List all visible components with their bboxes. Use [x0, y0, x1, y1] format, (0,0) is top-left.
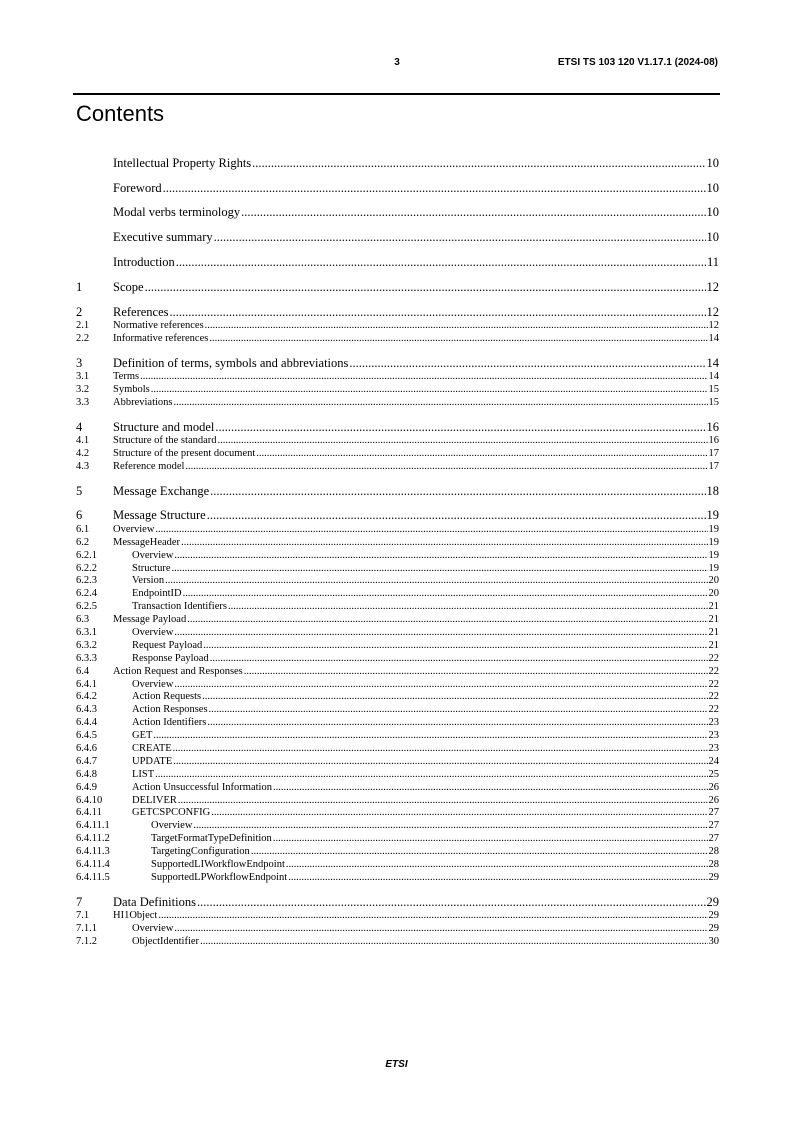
toc-leader-dots: [181, 537, 707, 550]
toc-entry-page: 25: [708, 768, 719, 780]
toc-entry-page: 19: [708, 536, 719, 548]
toc-entry-page: 21: [708, 614, 719, 626]
toc-entry-number: 6.4: [76, 665, 90, 677]
toc-leader-dots: [273, 833, 708, 846]
toc-entry[interactable]: [76, 859, 719, 872]
toc-entry-number: 1: [76, 279, 83, 294]
toc-entry-number: 7.1: [76, 910, 90, 922]
toc-entry-page: 26: [708, 794, 719, 806]
toc-entry-title[interactable]: SupportedLPWorkflowEndpoint: [151, 871, 288, 883]
toc-entry-title[interactable]: SupportedLIWorkflowEndpoint: [151, 859, 285, 871]
toc-leader-dots: [187, 614, 707, 627]
toc-leader-dots: [174, 397, 708, 410]
toc-entry-page: 19: [708, 562, 719, 574]
toc-entry[interactable]: [76, 910, 719, 923]
toc-entry-page: 16: [708, 435, 719, 447]
toc-entry[interactable]: [76, 588, 719, 601]
toc-entry[interactable]: [76, 563, 719, 576]
toc-entry[interactable]: [76, 653, 719, 666]
toc-entry-number: 6.3.1: [76, 627, 97, 639]
toc-entry-page: 14: [708, 371, 719, 383]
toc-entry-number: 7: [76, 894, 83, 909]
toc-entry[interactable]: [76, 575, 719, 588]
toc-entry-title[interactable]: Structure: [132, 562, 171, 574]
toc-leader-dots: [207, 508, 706, 523]
toc-entry-title[interactable]: MessageHeader: [113, 536, 181, 548]
toc-entry-title[interactable]: Definition of terms, symbols and abbreviations: [113, 355, 349, 370]
toc-entry-title[interactable]: HI1Object: [113, 910, 158, 922]
toc-entry-page: 11: [706, 254, 719, 269]
toc-entry-number: 5: [76, 483, 83, 498]
toc-entry-number: 6.4.10: [76, 794, 103, 806]
toc-entry[interactable]: [76, 691, 719, 704]
toc-entry[interactable]: [76, 846, 719, 859]
toc-entry-number: 3.2: [76, 384, 90, 396]
toc-entry[interactable]: [76, 205, 719, 220]
toc-entry-page: 21: [708, 601, 719, 613]
toc-entry-number: 6.4.6: [76, 743, 97, 755]
toc-leader-dots: [165, 575, 707, 588]
toc-entry-number: 6.4.11.2: [76, 833, 110, 845]
toc-leader-dots: [211, 807, 707, 820]
toc-leader-dots: [210, 484, 705, 499]
toc-entry-number: 6.3: [76, 614, 90, 626]
footer-etsi: ETSI: [385, 1059, 408, 1070]
toc-entry-title[interactable]: CREATE: [132, 743, 172, 755]
toc-entry[interactable]: [76, 807, 719, 820]
toc-entry[interactable]: [76, 255, 719, 270]
toc-entry-title[interactable]: Informative references: [113, 332, 209, 344]
toc-entry-title[interactable]: Action Request and Responses: [113, 665, 243, 677]
toc-entry-number: 4.2: [76, 448, 90, 460]
toc-leader-dots: [174, 627, 707, 640]
toc-leader-dots: [140, 371, 707, 384]
toc-entry-title[interactable]: TargetingConfiguration: [151, 846, 250, 858]
toc-entry-page: 28: [708, 859, 719, 871]
toc-entry-title[interactable]: Modal verbs terminology: [113, 205, 241, 220]
toc-entry-title[interactable]: Action Responses: [132, 704, 208, 716]
toc-entry-number: 7.1.1: [76, 923, 97, 935]
toc-entry[interactable]: [76, 782, 719, 795]
toc-entry-number: 2: [76, 304, 83, 319]
toc-entry[interactable]: [76, 743, 719, 756]
toc-entry-page: 22: [708, 691, 719, 703]
toc-leader-dots: [207, 717, 707, 730]
toc-entry-page: 20: [708, 588, 719, 600]
toc-leader-dots: [174, 679, 707, 692]
toc-entry-number: 6.4.1: [76, 678, 97, 690]
toc-entry[interactable]: [76, 371, 719, 384]
toc-entry-page: 12: [706, 304, 719, 319]
toc-entry-page: 12: [706, 279, 719, 294]
toc-leader-dots: [210, 653, 708, 666]
toc-entry[interactable]: [76, 508, 719, 523]
toc-leader-dots: [203, 640, 707, 653]
toc-leader-dots: [151, 384, 708, 397]
toc-entry-number: 6.4.5: [76, 730, 97, 742]
toc-entry-title[interactable]: Structure of the present document: [113, 448, 256, 460]
toc-entry[interactable]: [76, 524, 719, 537]
toc-entry-page: 17: [708, 460, 719, 472]
toc-entry-page: 14: [706, 355, 719, 370]
toc-entry-title[interactable]: Overview: [132, 678, 174, 690]
toc-entry[interactable]: [76, 550, 719, 563]
toc-entry-page: 29: [708, 910, 719, 922]
toc-entry-page: 19: [708, 523, 719, 535]
toc-entry-title[interactable]: Reference model: [113, 460, 185, 472]
toc-entry-title[interactable]: Data Definitions: [113, 894, 196, 909]
toc-entry[interactable]: [76, 704, 719, 717]
toc-entry[interactable]: [76, 795, 719, 808]
toc-entry-title[interactable]: Overview: [132, 923, 174, 935]
toc-entry-page: 10: [706, 180, 719, 195]
toc-leader-dots: [218, 435, 708, 448]
toc-entry-number: 3.3: [76, 396, 90, 408]
toc-entry-title[interactable]: TargetFormatTypeDefinition: [151, 833, 272, 845]
toc-leader-dots: [286, 859, 708, 872]
toc-leader-dots: [176, 255, 706, 270]
toc-entry-page: 10: [706, 155, 719, 170]
toc-entry-title[interactable]: ObjectIdentifier: [132, 935, 200, 947]
toc-leader-dots: [170, 305, 706, 320]
toc-leader-dots: [200, 936, 707, 949]
toc-entry-number: 6.2.1: [76, 549, 97, 561]
toc-entry-page: 22: [708, 665, 719, 677]
toc-entry-title[interactable]: Introduction: [113, 254, 175, 269]
toc-entry-title[interactable]: GET: [132, 730, 153, 742]
toc-entry-title[interactable]: Terms: [113, 371, 140, 383]
toc-entry-title[interactable]: Structure and model: [113, 419, 215, 434]
toc-entry[interactable]: [76, 756, 719, 769]
toc-entry-page: 27: [708, 820, 719, 832]
toc-entry-title[interactable]: DELIVER: [132, 794, 177, 806]
toc-entry-page: 23: [708, 730, 719, 742]
toc-entry-page: 21: [708, 639, 719, 651]
toc-entry-title[interactable]: Transaction Identifiers: [132, 601, 227, 613]
page-number: 3: [394, 57, 400, 68]
toc-leader-dots: [174, 923, 707, 936]
toc-entry-number: 6.4.11.4: [76, 859, 110, 871]
toc-entry-number: 4.1: [76, 435, 90, 447]
toc-entry[interactable]: [76, 820, 719, 833]
toc-entry[interactable]: [76, 320, 719, 333]
toc-entry-number: 6.4.11.1: [76, 820, 110, 832]
toc-entry-page: 23: [708, 717, 719, 729]
toc-entry[interactable]: [76, 833, 719, 846]
toc-entry-number: 6: [76, 508, 83, 523]
toc-entry-page: 22: [708, 652, 719, 664]
toc-entry-number: 3.1: [76, 371, 90, 383]
table-of-contents: [76, 146, 719, 949]
toc-entry-page: 15: [708, 384, 719, 396]
toc-leader-dots: [256, 448, 707, 461]
toc-entry-page: 29: [708, 923, 719, 935]
toc-leader-dots: [197, 895, 706, 910]
toc-entry-number: 2.2: [76, 332, 90, 344]
toc-entry[interactable]: [76, 397, 719, 410]
toc-leader-dots: [178, 795, 708, 808]
toc-entry[interactable]: [76, 679, 719, 692]
toc-entry-title[interactable]: LIST: [132, 768, 155, 780]
toc-entry-page: 10: [706, 230, 719, 245]
toc-leader-dots: [288, 872, 707, 885]
toc-entry-title[interactable]: Overview: [113, 523, 155, 535]
toc-entry[interactable]: [76, 448, 719, 461]
toc-entry-page: 27: [708, 833, 719, 845]
toc-entry[interactable]: [76, 640, 719, 653]
toc-entry-number: 6.4.4: [76, 717, 97, 729]
toc-entry-title[interactable]: Message Payload: [113, 614, 187, 626]
toc-entry-title[interactable]: Intellectual Property Rights: [113, 155, 252, 170]
toc-entry-number: 6.4.11.5: [76, 871, 110, 883]
page-title: Contents: [76, 101, 165, 126]
toc-entry[interactable]: [76, 872, 719, 885]
toc-entry-page: 29: [708, 871, 719, 883]
toc-entry-title[interactable]: Message Structure: [113, 508, 206, 523]
toc-entry-page: 30: [708, 935, 719, 947]
toc-entry-page: 27: [708, 807, 719, 819]
toc-entry-number: 4: [76, 419, 83, 434]
toc-entry-number: 6.2.3: [76, 575, 97, 587]
toc-entry-number: 6.4.3: [76, 704, 97, 716]
toc-entry-page: 22: [708, 704, 719, 716]
toc-entry-title[interactable]: GETCSPCONFIG: [132, 807, 211, 819]
toc-entry-title[interactable]: Version: [132, 575, 165, 587]
toc-entry-page: 28: [708, 846, 719, 858]
toc-leader-dots: [173, 743, 708, 756]
toc-leader-dots: [252, 156, 705, 171]
toc-entry-page: 19: [706, 508, 719, 523]
toc-entry[interactable]: [76, 923, 719, 936]
toc-entry-title[interactable]: Structure of the standard: [113, 435, 217, 447]
toc-leader-dots: [214, 230, 706, 245]
toc-entry[interactable]: [76, 305, 719, 320]
toc-entry[interactable]: [76, 230, 719, 245]
toc-entry-page: 19: [708, 549, 719, 561]
toc-entry-title[interactable]: References: [113, 304, 169, 319]
toc-leader-dots: [209, 333, 707, 346]
toc-leader-dots: [185, 461, 707, 474]
toc-entry[interactable]: [76, 614, 719, 627]
toc-leader-dots: [241, 205, 705, 220]
toc-leader-dots: [349, 356, 705, 371]
toc-leader-dots: [173, 756, 707, 769]
toc-entry-title[interactable]: Request Payload: [132, 639, 203, 651]
toc-entry-title[interactable]: Action Requests: [132, 691, 202, 703]
toc-entry[interactable]: [76, 333, 719, 346]
toc-entry-number: 6.4.7: [76, 755, 97, 767]
toc-leader-dots: [215, 420, 705, 435]
toc-entry-number: 3: [76, 355, 83, 370]
toc-entry[interactable]: [76, 537, 719, 550]
toc-entry-page: 22: [708, 678, 719, 690]
toc-leader-dots: [145, 280, 706, 295]
toc-leader-dots: [209, 704, 708, 717]
toc-leader-dots: [202, 691, 707, 704]
toc-leader-dots: [158, 910, 707, 923]
toc-entry[interactable]: [76, 384, 719, 397]
toc-entry[interactable]: [76, 461, 719, 474]
toc-leader-dots: [155, 524, 707, 537]
toc-entry[interactable]: [76, 420, 719, 435]
toc-leader-dots: [155, 769, 707, 782]
toc-entry-title[interactable]: Symbols: [113, 384, 150, 396]
toc-entry-page: 12: [708, 320, 719, 332]
toc-leader-dots: [205, 320, 708, 333]
toc-entry-title[interactable]: Scope: [113, 279, 144, 294]
toc-entry-title[interactable]: Abbreviations: [113, 396, 173, 408]
toc-entry[interactable]: [76, 666, 719, 679]
toc-entry[interactable]: [76, 601, 719, 614]
document-id: ETSI TS 103 120 V1.17.1 (2024-08): [557, 57, 718, 68]
toc-entry[interactable]: [76, 435, 719, 448]
toc-leader-dots: [172, 563, 708, 576]
toc-entry[interactable]: [76, 280, 719, 295]
toc-entry-page: 24: [708, 755, 719, 767]
toc-leader-dots: [251, 846, 708, 859]
toc-entry-page: 15: [708, 396, 719, 408]
toc-entry-page: 16: [706, 419, 719, 434]
header-divider: [73, 93, 720, 95]
toc-entry[interactable]: [76, 484, 719, 499]
toc-leader-dots: [153, 730, 707, 743]
toc-entry[interactable]: [76, 936, 719, 949]
toc-entry-page: 14: [708, 332, 719, 344]
toc-entry-number: 7.1.2: [76, 935, 97, 947]
toc-entry-page: 20: [708, 575, 719, 587]
toc-entry-title[interactable]: Action Identifiers: [132, 717, 207, 729]
toc-entry-page: 18: [706, 483, 719, 498]
toc-entry-title[interactable]: Executive summary: [113, 230, 213, 245]
toc-entry[interactable]: [76, 356, 719, 371]
toc-entry-page: 26: [708, 781, 719, 793]
toc-entry-number: 6.4.11.3: [76, 846, 110, 858]
toc-entry[interactable]: [76, 769, 719, 782]
toc-entry-page: 10: [706, 205, 719, 220]
toc-entry-title[interactable]: Response Payload: [132, 652, 209, 664]
toc-entry[interactable]: [76, 895, 719, 910]
toc-entry[interactable]: [76, 627, 719, 640]
toc-entry-title[interactable]: Normative references: [113, 320, 204, 332]
toc-entry-number: 6.2: [76, 536, 90, 548]
toc-entry[interactable]: [76, 156, 719, 171]
toc-entry-title[interactable]: Message Exchange: [113, 483, 210, 498]
toc-entry-title[interactable]: Overview: [132, 549, 174, 561]
toc-leader-dots: [174, 550, 707, 563]
toc-entry-page: 29: [706, 894, 719, 909]
toc-entry-number: 4.3: [76, 460, 90, 472]
toc-entry-title[interactable]: Overview: [151, 820, 193, 832]
toc-entry-number: 6.3.2: [76, 639, 97, 651]
toc-entry-number: 6.4.9: [76, 781, 97, 793]
toc-entry-number: 6.4.8: [76, 768, 97, 780]
toc-entry-number: 6.2.5: [76, 601, 97, 613]
toc-entry-number: 6.1: [76, 523, 90, 535]
toc-entry-page: 21: [708, 627, 719, 639]
toc-entry-number: 2.1: [76, 320, 90, 332]
toc-leader-dots: [193, 820, 707, 833]
toc-entry-title[interactable]: Action Unsuccessful Information: [132, 781, 272, 793]
toc-leader-dots: [228, 601, 708, 614]
toc-entry-number: 6.2.4: [76, 588, 97, 600]
toc-entry-title[interactable]: EndpointID: [132, 588, 182, 600]
toc-entry[interactable]: [76, 181, 719, 196]
toc-entry[interactable]: [76, 730, 719, 743]
toc-entry-title[interactable]: Foreword: [113, 180, 162, 195]
toc-leader-dots: [244, 666, 708, 679]
toc-entry-page: 23: [708, 743, 719, 755]
toc-entry-page: 17: [708, 448, 719, 460]
toc-entry-number: 6.4.11: [76, 807, 102, 819]
toc-leader-dots: [273, 782, 708, 795]
toc-entry[interactable]: [76, 717, 719, 730]
toc-leader-dots: [183, 588, 708, 601]
toc-leader-dots: [163, 181, 706, 196]
toc-entry-title[interactable]: Overview: [132, 627, 174, 639]
toc-entry-title[interactable]: UPDATE: [132, 755, 173, 767]
toc-entry-number: 6.4.2: [76, 691, 97, 703]
toc-entry-number: 6.3.3: [76, 652, 97, 664]
toc-entry-number: 6.2.2: [76, 562, 97, 574]
